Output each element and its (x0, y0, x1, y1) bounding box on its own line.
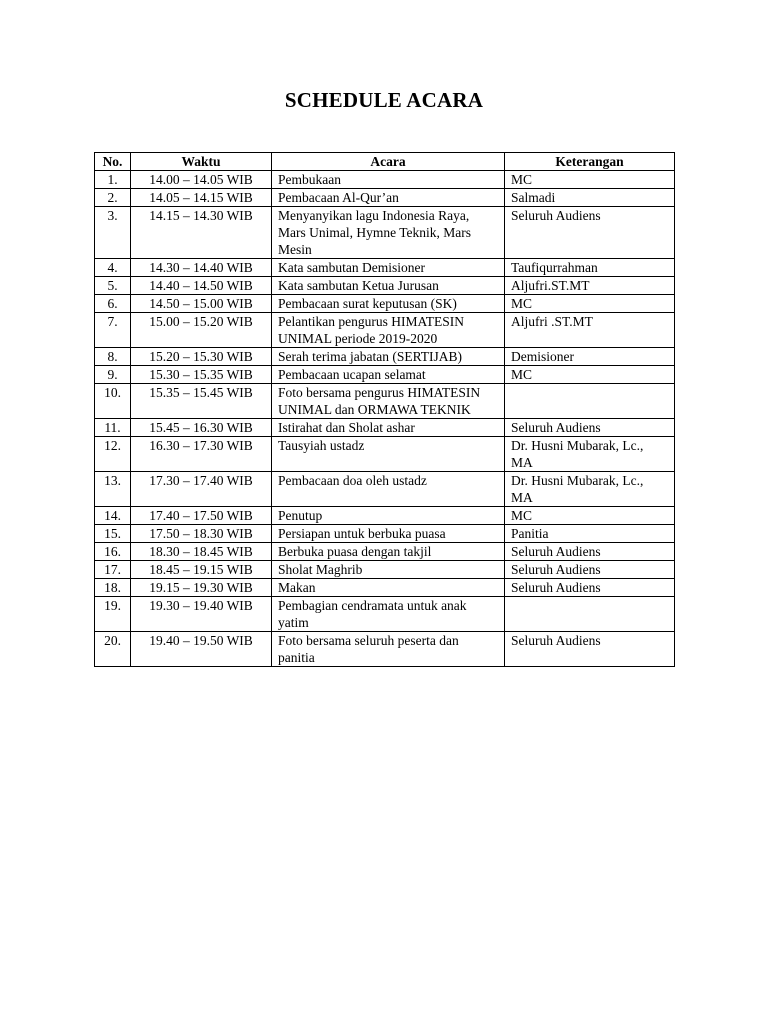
cell-acara: Persiapan untuk berbuka puasa (272, 525, 505, 543)
cell-waktu: 17.30 – 17.40 WIB (131, 472, 272, 507)
cell-waktu: 17.40 – 17.50 WIB (131, 507, 272, 525)
cell-waktu: 15.35 – 15.45 WIB (131, 384, 272, 419)
cell-acara: Sholat Maghrib (272, 561, 505, 579)
table-row (95, 437, 675, 472)
table-row (95, 384, 675, 419)
cell-no: 17. (95, 561, 131, 579)
cell-waktu: 19.30 – 19.40 WIB (131, 597, 272, 632)
cell-no: 11. (95, 419, 131, 437)
cell-keterangan: Salmadi (505, 189, 675, 207)
table-row (95, 313, 675, 348)
header-waktu: Waktu (131, 153, 272, 171)
cell-no: 20. (95, 632, 131, 667)
cell-no: 8. (95, 348, 131, 366)
cell-waktu: 14.15 – 14.30 WIB (131, 207, 272, 259)
schedule-table (94, 152, 675, 667)
cell-waktu: 19.15 – 19.30 WIB (131, 579, 272, 597)
cell-no: 9. (95, 366, 131, 384)
cell-no: 6. (95, 295, 131, 313)
cell-waktu: 14.05 – 14.15 WIB (131, 189, 272, 207)
table-row (95, 171, 675, 189)
cell-no: 1. (95, 171, 131, 189)
cell-waktu: 14.00 – 14.05 WIB (131, 171, 272, 189)
cell-keterangan (505, 597, 675, 632)
table-row (95, 543, 675, 561)
cell-no: 3. (95, 207, 131, 259)
table-header-row (95, 153, 675, 171)
cell-keterangan: MC (505, 295, 675, 313)
cell-waktu: 15.20 – 15.30 WIB (131, 348, 272, 366)
cell-keterangan (505, 384, 675, 419)
cell-acara: Berbuka puasa dengan takjil (272, 543, 505, 561)
table-row (95, 259, 675, 277)
table-row (95, 525, 675, 543)
cell-no: 13. (95, 472, 131, 507)
cell-acara: Penutup (272, 507, 505, 525)
cell-keterangan: Aljufri.ST.MT (505, 277, 675, 295)
table-row (95, 419, 675, 437)
cell-acara: Kata sambutan Demisioner (272, 259, 505, 277)
cell-no: 10. (95, 384, 131, 419)
cell-acara: Foto bersama pengurus HIMATESIN UNIMAL dan ORMAWA TEKNIK (272, 384, 505, 419)
cell-keterangan: MC (505, 507, 675, 525)
table-row (95, 507, 675, 525)
table-row (95, 207, 675, 259)
table-row (95, 295, 675, 313)
cell-acara: Pembacaan doa oleh ustadz (272, 472, 505, 507)
table-row (95, 561, 675, 579)
cell-acara: Makan (272, 579, 505, 597)
cell-no: 16. (95, 543, 131, 561)
cell-acara: Pembukaan (272, 171, 505, 189)
cell-no: 15. (95, 525, 131, 543)
cell-keterangan: MC (505, 171, 675, 189)
cell-acara: Pembacaan surat keputusan (SK) (272, 295, 505, 313)
cell-waktu: 14.30 – 14.40 WIB (131, 259, 272, 277)
cell-no: 12. (95, 437, 131, 472)
cell-keterangan: MC (505, 366, 675, 384)
cell-keterangan: Aljufri .ST.MT (505, 313, 675, 348)
cell-keterangan: Dr. Husni Mubarak, Lc., MA (505, 437, 675, 472)
cell-waktu: 15.30 – 15.35 WIB (131, 366, 272, 384)
cell-keterangan: Seluruh Audiens (505, 579, 675, 597)
cell-keterangan: Panitia (505, 525, 675, 543)
table-row (95, 366, 675, 384)
cell-keterangan: Seluruh Audiens (505, 632, 675, 667)
table-row (95, 277, 675, 295)
table-row (95, 597, 675, 632)
table-row (95, 348, 675, 366)
cell-waktu: 14.40 – 14.50 WIB (131, 277, 272, 295)
cell-keterangan: Dr. Husni Mubarak, Lc., MA (505, 472, 675, 507)
header-no: No. (95, 153, 131, 171)
cell-acara: Kata sambutan Ketua Jurusan (272, 277, 505, 295)
cell-keterangan: Seluruh Audiens (505, 207, 675, 259)
cell-acara: Istirahat dan Sholat ashar (272, 419, 505, 437)
cell-no: 18. (95, 579, 131, 597)
cell-no: 14. (95, 507, 131, 525)
cell-waktu: 17.50 – 18.30 WIB (131, 525, 272, 543)
cell-waktu: 15.45 – 16.30 WIB (131, 419, 272, 437)
cell-acara: Pembacaan ucapan selamat (272, 366, 505, 384)
cell-waktu: 15.00 – 15.20 WIB (131, 313, 272, 348)
cell-no: 7. (95, 313, 131, 348)
cell-waktu: 18.45 – 19.15 WIB (131, 561, 272, 579)
cell-acara: Pembacaan Al-Qur’an (272, 189, 505, 207)
cell-acara: Pelantikan pengurus HIMATESIN UNIMAL periode 2019-2020 (272, 313, 505, 348)
cell-waktu: 14.50 – 15.00 WIB (131, 295, 272, 313)
cell-waktu: 18.30 – 18.45 WIB (131, 543, 272, 561)
cell-keterangan: Demisioner (505, 348, 675, 366)
cell-keterangan: Seluruh Audiens (505, 543, 675, 561)
cell-no: 5. (95, 277, 131, 295)
cell-waktu: 19.40 – 19.50 WIB (131, 632, 272, 667)
document-title: SCHEDULE ACARA (284, 88, 484, 112)
cell-keterangan: Taufiqurrahman (505, 259, 675, 277)
cell-acara: Foto bersama seluruh peserta dan panitia (272, 632, 505, 667)
cell-acara: Pembagian cendramata untuk anak yatim (272, 597, 505, 632)
cell-waktu: 16.30 – 17.30 WIB (131, 437, 272, 472)
cell-keterangan: Seluruh Audiens (505, 419, 675, 437)
header-acara: Acara (272, 153, 505, 171)
table-row (95, 472, 675, 507)
schedule-body (95, 171, 675, 667)
table-row (95, 189, 675, 207)
table-row (95, 632, 675, 667)
cell-no: 2. (95, 189, 131, 207)
cell-acara: Serah terima jabatan (SERTIJAB) (272, 348, 505, 366)
table-row (95, 579, 675, 597)
cell-acara: Tausyiah ustadz (272, 437, 505, 472)
cell-keterangan: Seluruh Audiens (505, 561, 675, 579)
header-keterangan: Keterangan (505, 153, 675, 171)
cell-no: 4. (95, 259, 131, 277)
cell-no: 19. (95, 597, 131, 632)
cell-acara: Menyanyikan lagu Indonesia Raya, Mars Unimal, Hymne Teknik, Mars Mesin (272, 207, 505, 259)
